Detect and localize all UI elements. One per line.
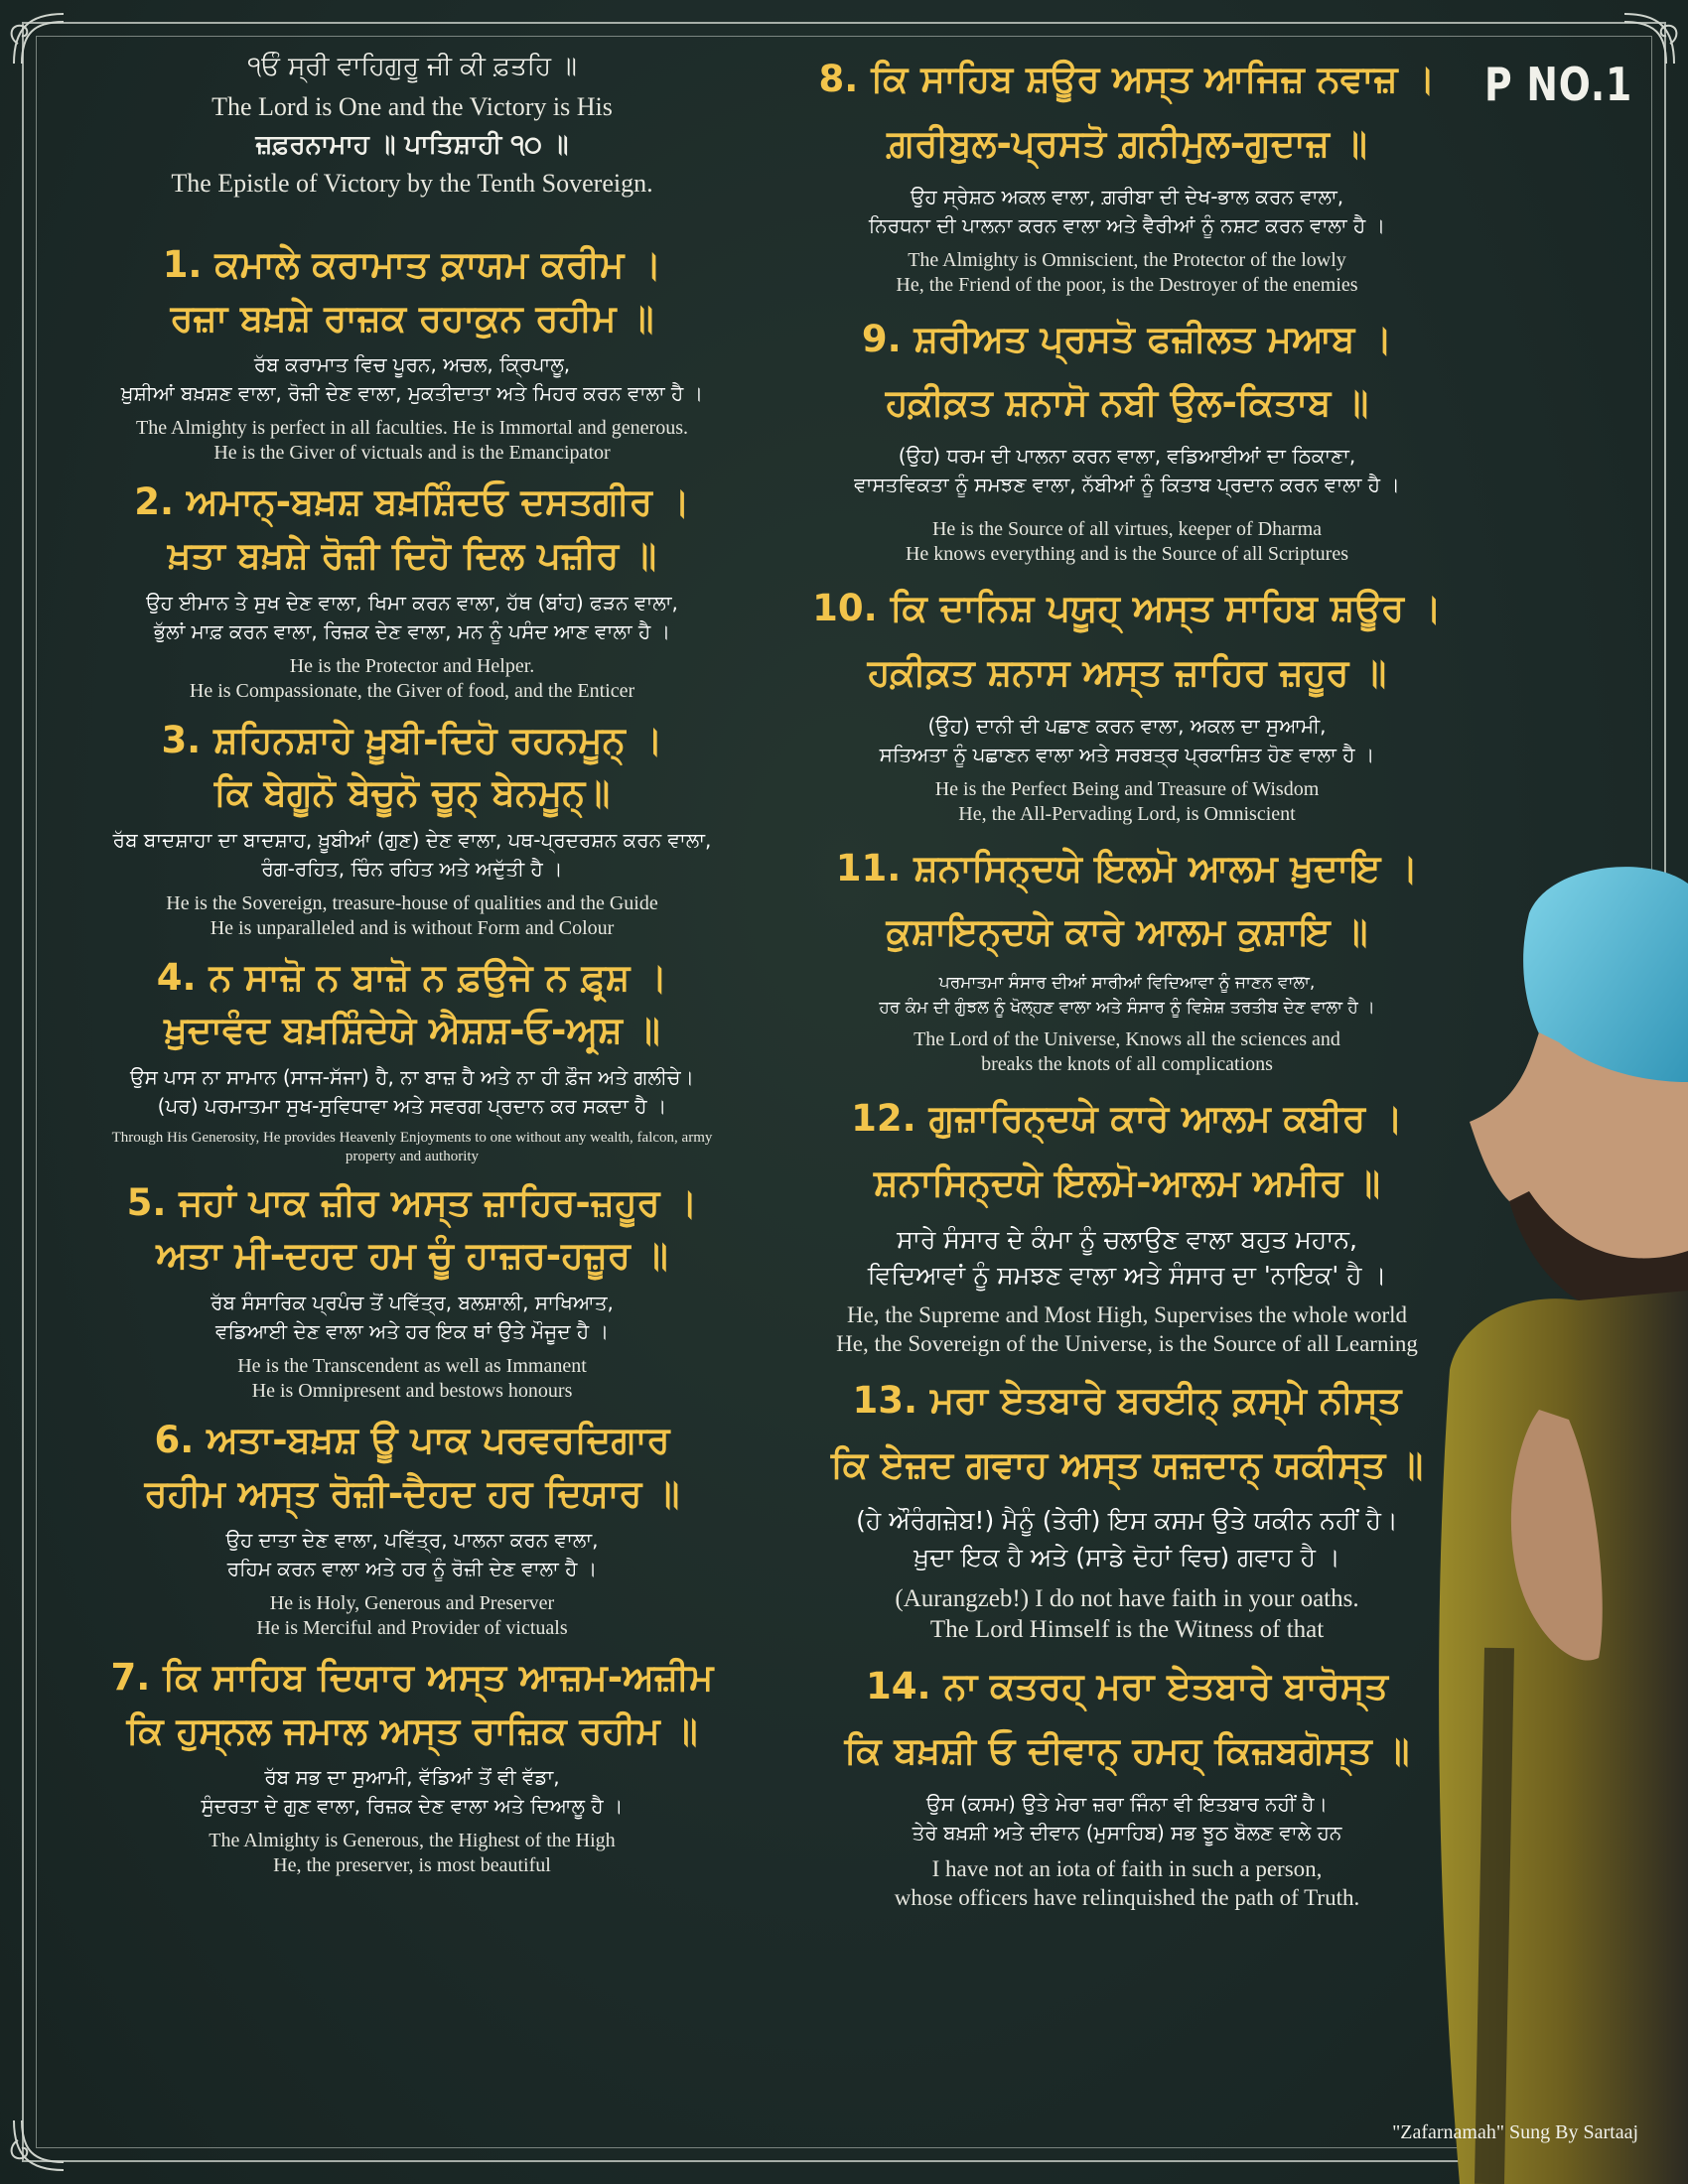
english-meaning: The Almighty is Generous, the Highest of the High bbox=[209, 1830, 616, 1852]
punjabi-meaning: ਸੁੰਦਰਤਾ ਦੇ ਗੁਣ ਵਾਲਾ, ਰਿਜ਼ਕ ਦੇਣ ਵਾਲਾ ਅਤੇ ਦਿਆਲੂ ਹੈ । bbox=[201, 1794, 624, 1819]
english-meaning: The Lord Himself is the Witness of that bbox=[929, 1616, 1325, 1644]
english-meaning: He is the Protector and Helper. bbox=[289, 654, 535, 677]
punjabi-meaning: ਪਰਮਾਤਮਾ ਸੰਸਾਰ ਦੀਆਂ ਸਾਰੀਆਂ ਵਿਦਿਆਵਾ ਨੂੰ ਜਾਣਨ ਵਾਲਾ, bbox=[938, 973, 1316, 993]
invocation-translation: The Lord is One and the Victory is His bbox=[211, 92, 613, 121]
english-meaning: I have not an iota of faith in such a person, bbox=[931, 1855, 1323, 1881]
english-meaning: He is the Transcendent as well as Immanent bbox=[237, 1354, 587, 1377]
english-meaning: property and authority bbox=[345, 1148, 480, 1164]
english-meaning: The Almighty is perfect in all faculties. He is Immortal and generous. bbox=[136, 417, 688, 440]
punjabi-meaning: ਰਹਿਮ ਕਰਨ ਵਾਲਾ ਅਤੇ ਹਰ ਨੂੰ ਰੋਜ਼ੀ ਦੇਣ ਵਾਲਾ ਹੈ । bbox=[226, 1557, 598, 1581]
verse-line: 11. ਸ਼ਨਾਸਿਨ੍ਦਯੇ ਇਲਮੋ ਆਲਮ ਖ਼ੁਦਾਇ । bbox=[835, 846, 1419, 889]
verse-line: 9. ਸ਼ਰੀਅਤ ਪ੍ਰਸਤੋ ਫਜ਼ੀਲਤ ਮਆਬ । bbox=[861, 317, 1393, 360]
page-title: ਜ਼ਫ਼ਰਨਾਮਾਹ ॥ ਪਾਤਿਸ਼ਾਹੀ ੧੦ ॥ bbox=[255, 130, 569, 160]
english-meaning: He, the Sovereign of the Universe, is the Source of all Learning bbox=[836, 1331, 1418, 1357]
punjabi-meaning: ਵਡਿਆਈ ਦੇਣ ਵਾਲਾ ਅਤੇ ਹਰ ਇਕ ਥਾਂ ਉਤੇ ਮੌਜੂਦ ਹੈ । bbox=[214, 1318, 610, 1343]
verse-10 bbox=[784, 577, 1470, 827]
english-meaning: He, the Supreme and Most High, Supervises the whole world bbox=[846, 1302, 1408, 1328]
english-meaning: Through His Generosity, He provides Heavenly Enjoyments to one without any wealth, falcon, army bbox=[111, 1130, 713, 1147]
english-meaning: He is the Sovereign, treasure-house of qualities and the Guide bbox=[166, 891, 658, 914]
verse-3 bbox=[20, 714, 804, 941]
punjabi-meaning: (ਪਰ) ਪਰਮਾਤਮਾ ਸੁਖ-ਸੁਵਿਧਾਵਾ ਅਤੇ ਸਵਰਗ ਪ੍ਰਦਾਨ ਕਰ ਸਕਦਾ ਹੈ । bbox=[157, 1094, 667, 1119]
verse-5 bbox=[20, 1176, 804, 1404]
verse-line: 12. ਗੁਜ਼ਾਰਿਨ੍ਦਯੇ ਕਾਰੇ ਆਲਮ ਕਬੀਰ । bbox=[851, 1097, 1403, 1141]
punjabi-meaning: ਖ਼ੁਸ਼ੀਆਂ ਬਖ਼ਸ਼ਣ ਵਾਲਾ, ਰੋਜ਼ੀ ਦੇਣ ਵਾਲਾ, ਮੁਕਤੀਦਾਤਾ ਅਤੇ ਮਿਹਰ ਕਰਨ ਵਾਲਾ ਹੈ । bbox=[120, 381, 704, 406]
verse-line: 8. ਕਿ ਸਾਹਿਬ ਸ਼ਊਰ ਅਸ੍ਤ ਆਜਿਜ਼ ਨਵਾਜ਼ । bbox=[818, 58, 1436, 100]
punjabi-meaning: (ਉਹ) ਦਾਨੀ ਦੀ ਪਛਾਣ ਕਰਨ ਵਾਲਾ, ਅਕਲ ਦਾ ਸੁਆਮੀ, bbox=[927, 713, 1327, 738]
punjabi-meaning: ਉਹ ਈਮਾਨ ਤੇ ਸੁਖ ਦੇਣ ਵਾਲਾ, ਖਿਮਾ ਕਰਨ ਵਾਲਾ, ਹੱਥ (ਬਾਂਹ) ਫੜਨ ਵਾਲਾ, bbox=[146, 590, 678, 614]
right-column bbox=[784, 0, 1470, 1912]
punjabi-meaning: ਉਸ (ਕਸਮ) ਉਤੇ ਮੇਰਾ ਜ਼ਰਾ ਜਿੰਨਾ ਵੀ ਇਤਬਾਰ ਨਹੀਂ ਹੈ। bbox=[925, 1791, 1329, 1816]
english-meaning: He knows everything and is the Source of all Scriptures bbox=[905, 543, 1348, 565]
punjabi-meaning: ਸਾਰੇ ਸੰਸਾਰ ਦੇ ਕੰਮਾ ਨੂੰ ਚਲਾਉਣ ਵਾਲਾ ਬਹੁਤ ਮਹਾਨ, bbox=[897, 1224, 1357, 1254]
verse-line: ਗ਼ਰੀਬੁਲ-ਪ੍ਰਸਤੋ ਗ਼ਨੀਮੁਲ-ਗੁਦਾਜ਼ ॥ bbox=[887, 121, 1367, 165]
english-meaning: The Lord of the Universe, Knows all the sciences and bbox=[914, 1028, 1340, 1051]
verse-6 bbox=[20, 1414, 804, 1641]
english-meaning: He is the Giver of victuals and is the Emancipator bbox=[213, 442, 611, 465]
punjabi-meaning: ਵਿਦਿਆਵਾਂ ਨੂੰ ਸਮਝਣ ਵਾਲਾ ਅਤੇ ਸੰਸਾਰ ਦਾ 'ਨਾਇਕ' ਹੈ । bbox=[867, 1261, 1387, 1291]
english-meaning: The Almighty is Omniscient, the Protector of the lowly bbox=[908, 248, 1346, 271]
english-meaning: He is Omnipresent and bestows honours bbox=[251, 1379, 573, 1402]
punjabi-meaning: ਸਤਿਅਤਾ ਨੂੰ ਪਛਾਣਨ ਵਾਲਾ ਅਤੇ ਸਰਬਤ੍ਰ ਪ੍ਰਕਾਸ਼ਿਤ ਹੋਣ ਵਾਲਾ ਹੈ । bbox=[879, 742, 1375, 766]
verse-line: ਕੁਸ਼ਾਇਨ੍ਦਯੇ ਕਾਰੇ ਆਲਮ ਕੁਸ਼ਾਇ ॥ bbox=[886, 910, 1368, 954]
verse-line: 7. ਕਿ ਸਾਹਿਬ ਦਿਯਾਰ ਅਸ੍ਤ ਆਜ਼ਮ-ਅਜ਼ੀਮ bbox=[110, 1656, 714, 1700]
punjabi-meaning: ਰੱਬ ਸੰਸਾਰਿਕ ਪ੍ਰਪੰਚ ਤੋਂ ਪਵਿੱਤ੍ਰ, ਬਲਸ਼ਾਲੀ, ਸਾਖਿਆਤ, bbox=[211, 1290, 614, 1314]
english-meaning: breaks the knots of all complications bbox=[981, 1053, 1273, 1076]
punjabi-meaning: ਭੁੱਲਾਂ ਮਾਫ਼ ਕਰਨ ਵਾਲਾ, ਰਿਜ਼ਕ ਦੇਣ ਵਾਲਾ, ਮਨ ਨੂੰ ਪਸੰਦ ਆਣ ਵਾਲਾ ਹੈ । bbox=[153, 618, 671, 643]
punjabi-meaning: ਰੱਬ ਸਭ ਦਾ ਸੁਆਮੀ, ਵੱਡਿਆਂ ਤੋਂ ਵੀ ਵੱਡਾ, bbox=[264, 1765, 560, 1790]
punjabi-meaning: (ਹੇ ਔਰੰਗਜ਼ੇਬ!) ਮੈਨੂੰ (ਤੇਰੀ) ਇਸ ਕਸਮ ਉਤੇ ਯਕੀਨ ਨਹੀਂ ਹੈ। bbox=[856, 1506, 1398, 1536]
punjabi-meaning: ਵਾਸਤਵਿਕਤਾ ਨੂੰ ਸਮਝਣ ਵਾਲਾ, ਨੱਬੀਆਂ ਨੂੰ ਕਿਤਾਬ ਪ੍ਰਦਾਨ ਕਰਨ ਵਾਲਾ ਹੈ । bbox=[854, 473, 1400, 496]
punjabi-meaning: ਉਸ ਪਾਸ ਨਾ ਸਾਮਾਨ (ਸਾਜ-ਸੱਜਾ) ਹੈ, ਨਾ ਬਾਜ਼ ਹੈ ਅਤੇ ਨਾ ਹੀ ਫ਼ੌਜ ਅਤੇ ਗਲੀਚੇ। bbox=[130, 1065, 694, 1090]
english-meaning: He is the Perfect Being and Treasure of Wisdom bbox=[934, 777, 1320, 800]
verse-line: ਹਕ਼ੀਕ਼ਤ ਸ਼ਨਾਸ ਅਸ੍ਤ ਜ਼ਾਹਿਰ ਜ਼ਹੂਰ ॥ bbox=[867, 650, 1387, 694]
english-meaning: He is the Source of all virtues, keeper of Dharma bbox=[931, 518, 1323, 540]
verse-7 bbox=[20, 1651, 804, 1878]
verse-line: 4. ਨ ਸਾਜ਼ੋ ਨ ਬਾਜ਼ੋ ਨ ਫ਼ਉਜੇ ਨ ਫ਼ਰ੍ਸ਼ । bbox=[156, 955, 668, 999]
punjabi-meaning: ਰੱਬ ਬਾਦਸ਼ਾਹਾ ਦਾ ਬਾਦਸ਼ਾਹ, ਖ਼ੂਬੀਆਂ (ਗੁਣ) ਦੇਣ ਵਾਲਾ, ਪਥ-ਪ੍ਰਦਰਸ਼ਨ ਕਰਨ ਵਾਲਾ, bbox=[112, 827, 712, 852]
verse-14 bbox=[784, 1655, 1470, 1912]
verse-line: ਕਿ ਬਖ਼ਸ਼ੀ ਓ ਦੀਵਾਨ੍ ਹਮਹ੍ ਕਿਜ਼ਬਗੋਸ੍ਤ ॥ bbox=[844, 1729, 1410, 1773]
verse-line: ਕਿ ਬੇਗੂਨੋ ਬੇਚੂਨੋ ਚੂਨ੍ ਬੇਨਮੂਨ੍॥ bbox=[213, 771, 611, 815]
english-meaning: whose officers have relinquished the path of Truth. bbox=[894, 1884, 1360, 1910]
header bbox=[20, 52, 804, 199]
verse-line: 1. ਕਮਾਲੇ ਕਰਾਮਾਤ ਕ਼ਾਯਮ ਕਰੀਮ । bbox=[162, 243, 662, 286]
verse-line: ਕਿ ਹੁਸ੍ਨਲ ਜਮਾਲ ਅਸ੍ਤ ਰਾਜ਼ਿਕ ਰਹੀਮ ॥ bbox=[126, 1708, 698, 1752]
punjabi-meaning: ਹਰ ਕੰਮ ਦੀ ਗੁੰਝਲ ਨੂੰ ਖੋਲ੍ਹਣ ਵਾਲਾ ਅਤੇ ਸੰਸਾਰ ਨੂੰ ਵਿਸ਼ੇਸ਼ ਤਰਤੀਬ ਦੇਣ ਵਾਲਾ ਹੈ । bbox=[879, 997, 1375, 1018]
punjabi-meaning: (ਉਹ) ਧਰਮ ਦੀ ਪਾਲਨਾ ਕਰਨ ਵਾਲਾ, ਵਡਿਆਈਆਂ ਦਾ ਠਿਕਾਣਾ, bbox=[898, 444, 1356, 468]
english-meaning: He, the All-Pervading Lord, is Omniscient bbox=[958, 802, 1296, 825]
punjabi-meaning: ਨਿਰਧਨਾ ਦੀ ਪਾਲਨਾ ਕਰਨ ਵਾਲਾ ਅਤੇ ਵੈਰੀਆਂ ਨੂੰ ਨਸ਼ਟ ਕਰਨ ਵਾਲਾ ਹੈ । bbox=[868, 212, 1386, 237]
invocation: ੧ਓੰ ਸ੍ਰੀ ਵਾਹਿਗੁਰੂ ਜੀ ਕੀ ਫ਼ਤਹਿ ॥ bbox=[247, 52, 577, 81]
verse-9 bbox=[784, 308, 1470, 568]
verse-line: 5. ਜਹਾਂ ਪਾਕ ਜ਼ੀਰ ਅਸ੍ਤ ਜ਼ਾਹਿਰ-ਜ਼ਹੂਰ । bbox=[126, 1180, 698, 1224]
verse-line: 3. ਸ਼ਹਿਨਸ਼ਾਹੇ ਖ਼ੂਬੀ-ਦਿਹੋ ਰਹਨਮੂਨ੍ । bbox=[161, 718, 663, 761]
punjabi-meaning: ਤੇਰੇ ਬਖ਼ਸ਼ੀ ਅਤੇ ਦੀਵਾਨ (ਮੁਸਾਹਿਬ) ਸਭ ਝੂਠ ਬੋਲਣ ਵਾਲੇ ਹਨ bbox=[912, 1820, 1342, 1844]
english-meaning: He is Compassionate, the Giver of food, and the Enticer bbox=[189, 679, 635, 702]
punjabi-meaning: ਰੱਬ ਕਰਾਮਾਤ ਵਿਚ ਪੂਰਨ, ਅਚਲ, ਕ੍ਰਿਪਾਲੂ, bbox=[253, 352, 571, 377]
verse-1 bbox=[20, 238, 804, 466]
corner-flourish-icon bbox=[4, 2111, 73, 2180]
punjabi-meaning: ਰੰਗ-ਰਹਿਤ, ਚਿੰਨ ਰਹਿਤ ਅਤੇ ਅਦੁੱਤੀ ਹੈ । bbox=[261, 856, 563, 881]
english-meaning: He, the Friend of the poor, is the Destroyer of the enemies bbox=[896, 273, 1358, 296]
verse-line: 13. ਮਰਾ ਏਤਬਾਰੇ ਬਰਈਨ੍ ਕ਼ਸ੍ਮੇ ਨੀਸ੍ਤ bbox=[852, 1378, 1402, 1422]
english-meaning: He is unparalleled and is without Form and Colour bbox=[210, 916, 615, 939]
verse-line: ਖ਼ੁਦਾਵੰਦ ਬਖ਼ਸ਼ਿੰਦੇਯੇ ਐਸ਼ਸ਼-ਓ-ਅਰ੍ਸ਼ ॥ bbox=[164, 1009, 660, 1052]
english-meaning: He is Holy, Generous and Preserver bbox=[269, 1592, 555, 1615]
punjabi-meaning: ਖ਼ੁਦਾ ਇਕ ਹੈ ਅਤੇ (ਸਾਡੇ ਦੋਹਾਂ ਵਿਚ) ਗਵਾਹ ਹੈ । bbox=[914, 1542, 1340, 1571]
verse-line: ਅਤਾ ਮੀ-ਦਹਦ ਹਮ ਚੂੰ ਹਾਜ਼ਰ-ਹਜ਼ੂਰ ॥ bbox=[156, 1234, 668, 1278]
verse-8 bbox=[784, 48, 1470, 298]
page-title-translation: The Epistle of Victory by the Tenth Sovereign. bbox=[171, 169, 653, 198]
verse-4 bbox=[20, 951, 804, 1166]
credit-caption: "Zafarnamah" Sung By Sartaaj bbox=[1392, 2121, 1638, 2143]
verse-2 bbox=[20, 476, 804, 703]
verse-11 bbox=[784, 837, 1470, 1078]
verse-line: ਸ਼ਨਾਸਿਨ੍ਦਯੇ ਇਲਮੋ-ਆਲਮ ਅਮੀਰ ॥ bbox=[874, 1161, 1380, 1205]
english-meaning: He is Merciful and Provider of victuals bbox=[256, 1617, 568, 1640]
verse-line: ਖ਼ਤਾ ਬਖ਼ਸ਼ੇ ਰੋਜ਼ੀ ਦਿਹੋ ਦਿਲ ਪਜ਼ੀਰ ॥ bbox=[167, 533, 657, 577]
verse-13 bbox=[784, 1369, 1470, 1646]
verse-line: 2. ਅਮਾਨ੍-ਬਖ਼ਸ਼ ਬਖ਼ਸ਼ਿੰਦਓ ਦਸਤਗੀਰ । bbox=[134, 480, 690, 524]
english-meaning: (Aurangzeb!) I do not have faith in your oaths. bbox=[895, 1584, 1359, 1612]
left-column bbox=[20, 0, 804, 1878]
verse-12 bbox=[784, 1087, 1470, 1359]
punjabi-meaning: ਉਹ ਦਾਤਾ ਦੇਣ ਵਾਲਾ, ਪਵਿੱਤ੍ਰ, ਪਾਲਨਾ ਕਰਨ ਵਾਲਾ, bbox=[225, 1528, 599, 1553]
verse-line: 10. ਕਿ ਦਾਨਿਸ਼ ਪਯੂਹ੍ ਅਸ੍ਤ ਸਾਹਿਬ ਸ਼ਊਰ । bbox=[812, 587, 1442, 629]
verse-line: 6. ਅਤਾ-ਬਖ਼ਸ਼ ਊ ਪਾਕ ਪਰਵਰਦਿਗਾਰ bbox=[154, 1418, 670, 1461]
page-number: P NO.1 bbox=[1484, 58, 1633, 111]
punjabi-meaning: ਉਹ ਸ੍ਰੇਸ਼ਠ ਅਕਲ ਵਾਲਾ, ਗ਼ਰੀਬਾ ਦੀ ਦੇਖ-ਭਾਲ ਕਰਨ ਵਾਲਾ, bbox=[910, 184, 1344, 208]
verse-line: ਰਹੀਮ ਅਸ੍ਤ ਰੋਜ਼ੀ-ਦੈਹਦ ਹਰ ਦਿਯਾਰ ॥ bbox=[144, 1471, 680, 1515]
verse-line: ਰਜ਼ਾ ਬਖ਼ਸ਼ੇ ਰਾਜ਼ਕ ਰਹਾਕੁਨ ਰਹੀਮ ॥ bbox=[170, 296, 654, 340]
english-meaning: He, the preserver, is most beautiful bbox=[273, 1854, 551, 1877]
verse-line: ਹਕ਼ੀਕ਼ਤ ਸ਼ਨਾਸੋ ਨਬੀ ਉਲ-ਕਿਤਾਬ ॥ bbox=[885, 381, 1369, 425]
verse-line: 14. ਨਾ ਕਤਰਹ੍ ਮਰਾ ਏਤਬਾਰੇ ਬਾਰੋਸ੍ਤ bbox=[866, 1665, 1388, 1708]
verse-line: ਕਿ ਏਜ਼ਦ ਗਵਾਹ ਅਸ੍ਤ ਯਜ਼ਦਾਨ੍ ਯਕੀਸ੍ਤ ॥ bbox=[830, 1442, 1424, 1486]
